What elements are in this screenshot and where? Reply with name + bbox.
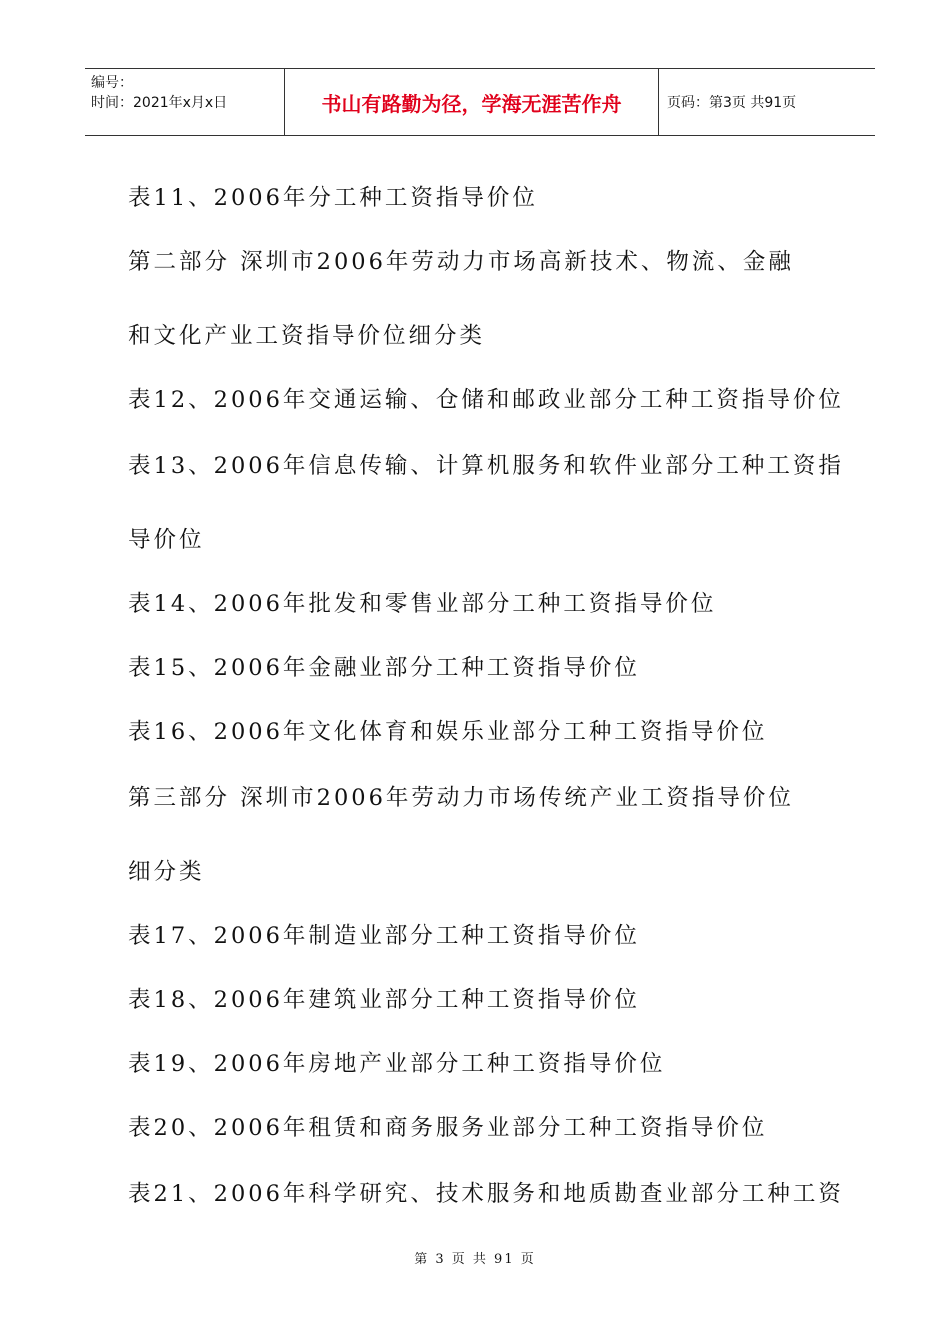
text-line: 细分类 — [128, 859, 205, 885]
header-page-info: 页码：第3页 共91页 — [667, 95, 797, 111]
number-label: 编号： — [91, 75, 133, 91]
text-line: 表11、2006年分工种工资指导价位 — [128, 185, 538, 211]
header-meta — [85, 69, 285, 135]
text-line: 表14、2006年批发和零售业部分工种工资指导价位 — [128, 591, 717, 617]
time-label: 时间：2021年x月x日 — [91, 95, 228, 111]
text-line: 表21、2006年科学研究、技术服务和地质勘查业部分工种工资 — [128, 1181, 844, 1207]
text-line: 表12、2006年交通运输、仓储和邮政业部分工种工资指导价位 — [128, 387, 844, 413]
text-line: 表15、2006年金融业部分工种工资指导价位 — [128, 655, 640, 681]
text-line: 第二部分 深圳市2006年劳动力市场高新技术、物流、金融 — [128, 249, 794, 275]
text-line: 表16、2006年文化体育和娱乐业部分工种工资指导价位 — [128, 719, 768, 745]
text-line: 导价位 — [128, 527, 205, 553]
text-line: 表17、2006年制造业部分工种工资指导价位 — [128, 923, 640, 949]
text-line: 第三部分 深圳市2006年劳动力市场传统产业工资指导价位 — [128, 785, 794, 811]
page-footer: 第 3 页 共 91 页 — [414, 1252, 536, 1267]
page-header — [85, 68, 875, 136]
text-line: 表18、2006年建筑业部分工种工资指导价位 — [128, 987, 640, 1013]
text-line: 表19、2006年房地产业部分工种工资指导价位 — [128, 1051, 666, 1077]
text-line: 和文化产业工资指导价位细分类 — [128, 323, 486, 349]
text-line: 表20、2006年租赁和商务服务业部分工种工资指导价位 — [128, 1115, 768, 1141]
text-line: 表13、2006年信息传输、计算机服务和软件业部分工种工资指 — [128, 453, 844, 479]
header-motto: 书山有路勤为径，学海无涯苦作舟 — [285, 69, 659, 135]
